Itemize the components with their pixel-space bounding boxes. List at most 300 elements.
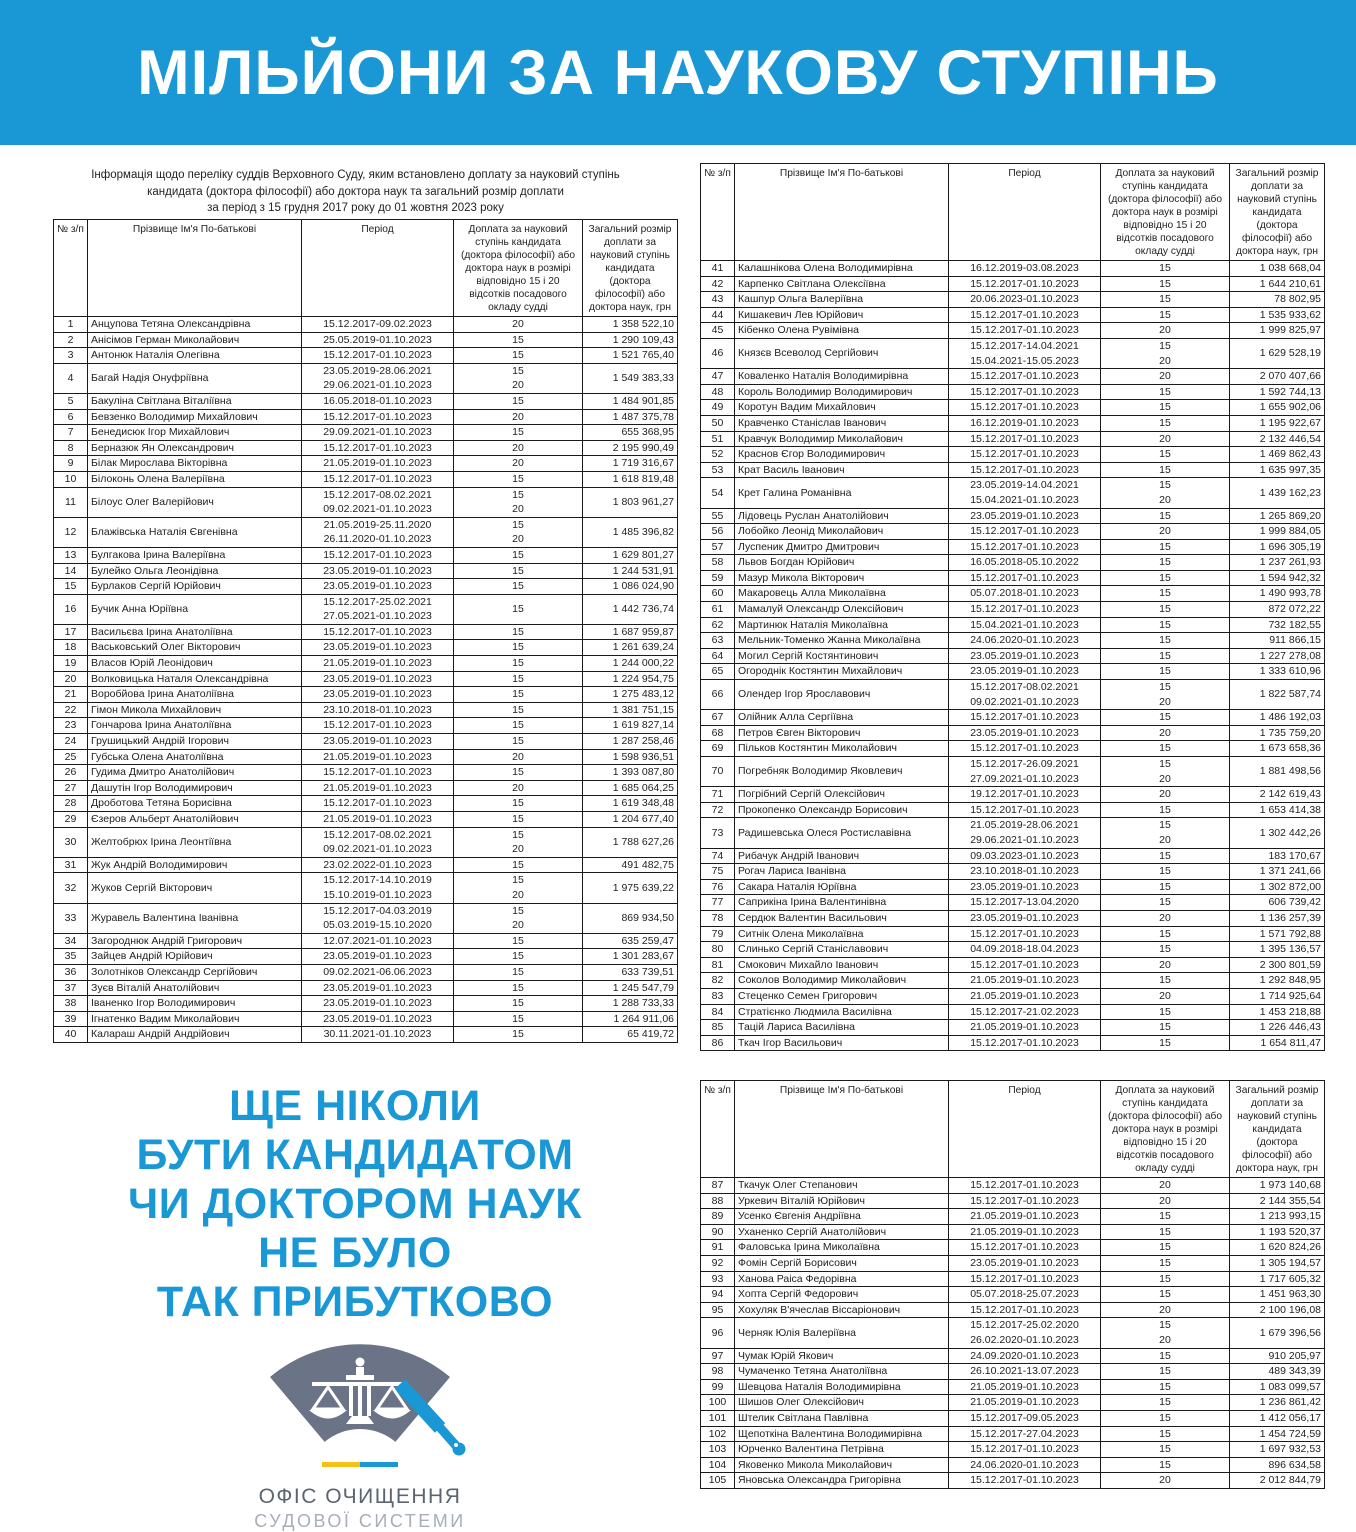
cell-total: 1 735 759,20 bbox=[1230, 725, 1325, 741]
cell-rate: 15 bbox=[1101, 602, 1230, 618]
cell-total: 606 739,42 bbox=[1230, 895, 1325, 911]
cell-number: 62 bbox=[701, 617, 735, 633]
cell-total: 1 288 733,33 bbox=[583, 996, 678, 1012]
intro-line: Інформація щодо переліку суддів Верховного Суду, яким встановлено доплату за науковий ступінь bbox=[91, 169, 620, 181]
cell-period: 12.07.2021-01.10.2023 bbox=[302, 933, 454, 949]
cell-period: 15.12.2017-08.02.2021 09.02.2021-01.10.2023 bbox=[302, 827, 454, 857]
table-row bbox=[701, 633, 1325, 649]
cell-number: 59 bbox=[701, 570, 735, 586]
cell-number: 44 bbox=[701, 307, 735, 323]
cell-number: 53 bbox=[701, 462, 735, 478]
cell-rate: 15 bbox=[454, 579, 583, 595]
table-row bbox=[701, 1348, 1325, 1364]
table-row bbox=[701, 400, 1325, 416]
cell-number: 21 bbox=[54, 687, 88, 703]
cell-number: 38 bbox=[54, 996, 88, 1012]
cell-rate: 15 20 bbox=[454, 903, 583, 933]
cell-total: 1 224 954,75 bbox=[583, 671, 678, 687]
cell-rate: 15 bbox=[454, 547, 583, 563]
cell-name: Коваленко Наталія Володимирівна bbox=[735, 369, 949, 385]
cell-total: 1 685 064,25 bbox=[583, 780, 678, 796]
cell-name: Уркевич Віталій Юрійович bbox=[735, 1193, 949, 1209]
cell-name: Золотніков Олександр Сергійович bbox=[88, 964, 302, 980]
table-row bbox=[701, 524, 1325, 540]
cell-total: 1 629 528,19 bbox=[1230, 338, 1325, 368]
cell-number: 73 bbox=[701, 818, 735, 848]
cell-name: Гімон Микола Михайлович bbox=[88, 702, 302, 718]
cell-name: Іваненко Ігор Володимирович bbox=[88, 996, 302, 1012]
table-row bbox=[701, 1255, 1325, 1271]
cell-period: 23.05.2019-01.10.2023 bbox=[302, 563, 454, 579]
cell-name: Власов Юрій Леонідович bbox=[88, 656, 302, 672]
cell-name: Булейко Ольга Леонідівна bbox=[88, 563, 302, 579]
table-row bbox=[701, 802, 1325, 818]
cell-rate: 15 bbox=[454, 425, 583, 441]
cell-number: 89 bbox=[701, 1209, 735, 1225]
slogan-line: НЕ БУЛО bbox=[258, 1229, 452, 1278]
cell-rate: 15 bbox=[1101, 539, 1230, 555]
page-title: МІЛЬЙОНИ ЗА НАУКОВУ СТУПІНЬ bbox=[137, 37, 1219, 108]
table-row bbox=[54, 857, 678, 873]
cell-number: 79 bbox=[701, 926, 735, 942]
cell-period: 04.09.2018-18.04.2023 bbox=[949, 942, 1101, 958]
cell-number: 58 bbox=[701, 555, 735, 571]
cell-total: 1 571 792,88 bbox=[1230, 926, 1325, 942]
cell-total: 869 934,50 bbox=[583, 903, 678, 933]
cell-rate: 20 bbox=[1101, 369, 1230, 385]
table-row bbox=[54, 409, 678, 425]
cell-name: Хопта Сергій Федорович bbox=[735, 1287, 949, 1303]
cell-name: Дроботова Тетяна Борисівна bbox=[88, 796, 302, 812]
cell-number: 78 bbox=[701, 910, 735, 926]
cell-period: 15.12.2017-01.10.2023 bbox=[949, 1035, 1101, 1051]
table-row bbox=[701, 307, 1325, 323]
cell-rate: 20 bbox=[454, 317, 583, 333]
cell-rate: 15 bbox=[454, 348, 583, 364]
cell-rate: 15 bbox=[1101, 261, 1230, 277]
cell-number: 99 bbox=[701, 1379, 735, 1395]
cell-period: 15.12.2017-01.10.2023 bbox=[302, 624, 454, 640]
table-row bbox=[701, 478, 1325, 508]
cell-total: 872 072,22 bbox=[1230, 602, 1325, 618]
cell-name: Фаловська Ірина Миколаївна bbox=[735, 1240, 949, 1256]
cell-rate: 20 bbox=[1101, 1178, 1230, 1194]
cell-total: 1 038 668,04 bbox=[1230, 261, 1325, 277]
cell-period: 23.05.2019-01.10.2023 bbox=[949, 1255, 1101, 1271]
cell-number: 43 bbox=[701, 292, 735, 308]
cell-total: 489 343,39 bbox=[1230, 1364, 1325, 1380]
table-row bbox=[701, 926, 1325, 942]
cell-period: 16.12.2019-03.08.2023 bbox=[949, 261, 1101, 277]
table-row bbox=[54, 903, 678, 933]
cell-name: Жуков Сергій Вікторович bbox=[88, 873, 302, 903]
cell-rate: 15 bbox=[1101, 1004, 1230, 1020]
cell-number: 60 bbox=[701, 586, 735, 602]
cell-number: 2 bbox=[54, 332, 88, 348]
cell-total: 1 395 136,57 bbox=[1230, 942, 1325, 958]
table-row bbox=[701, 1209, 1325, 1225]
table-row bbox=[54, 933, 678, 949]
table-header-row bbox=[54, 220, 678, 317]
cell-period: 16.05.2018-05.10.2022 bbox=[949, 555, 1101, 571]
cell-period: 15.12.2017-25.02.2021 27.05.2021-01.10.2023 bbox=[302, 594, 454, 624]
cell-number: 72 bbox=[701, 802, 735, 818]
table-row bbox=[54, 749, 678, 765]
cell-name: Ігнатенко Вадим Миколайович bbox=[88, 1011, 302, 1027]
cell-number: 52 bbox=[701, 447, 735, 463]
cell-rate: 15 bbox=[1101, 1410, 1230, 1426]
table-row bbox=[54, 471, 678, 487]
cell-period: 15.12.2017-01.10.2023 bbox=[949, 1473, 1101, 1489]
cell-period: 15.12.2017-01.10.2023 bbox=[949, 462, 1101, 478]
cell-period: 21.05.2019-01.10.2023 bbox=[949, 973, 1101, 989]
cell-rate: 20 bbox=[1101, 988, 1230, 1004]
cell-name: Шевцова Наталія Володимирівна bbox=[735, 1379, 949, 1395]
cell-number: 31 bbox=[54, 857, 88, 873]
cell-period: 23.05.2019-14.04.2021 15.04.2021-01.10.2023 bbox=[949, 478, 1101, 508]
cell-rate: 20 bbox=[1101, 787, 1230, 803]
cell-number: 23 bbox=[54, 718, 88, 734]
cell-total: 1 635 997,35 bbox=[1230, 462, 1325, 478]
cell-rate: 15 bbox=[454, 332, 583, 348]
cell-rate: 15 bbox=[1101, 1020, 1230, 1036]
cell-rate: 15 bbox=[454, 1011, 583, 1027]
cell-number: 26 bbox=[54, 765, 88, 781]
cell-rate: 20 bbox=[1101, 431, 1230, 447]
cell-total: 1 302 442,26 bbox=[1230, 818, 1325, 848]
table-row bbox=[701, 787, 1325, 803]
cell-name: Желтобрюх Ірина Леонтіївна bbox=[88, 827, 302, 857]
cell-period: 21.05.2019-25.11.2020 26.11.2020-01.10.2023 bbox=[302, 517, 454, 547]
cell-period: 09.03.2023-01.10.2023 bbox=[949, 848, 1101, 864]
cell-rate: 15 bbox=[1101, 895, 1230, 911]
cell-name: Жук Андрій Володимирович bbox=[88, 857, 302, 873]
cell-rate: 15 bbox=[1101, 276, 1230, 292]
table-row bbox=[54, 765, 678, 781]
cell-period: 23.05.2019-01.10.2023 bbox=[302, 1011, 454, 1027]
cell-period: 15.12.2017-21.02.2023 bbox=[949, 1004, 1101, 1020]
table-row bbox=[701, 910, 1325, 926]
cell-rate: 15 bbox=[454, 563, 583, 579]
cell-name: Рогач Лариса Іванівна bbox=[735, 864, 949, 880]
table-row bbox=[701, 1442, 1325, 1458]
table-row bbox=[701, 369, 1325, 385]
cell-rate: 15 bbox=[1101, 1240, 1230, 1256]
cell-total: 1 975 639,22 bbox=[583, 873, 678, 903]
cell-rate: 15 bbox=[1101, 1271, 1230, 1287]
header-total: Загальний розмір доплати за науковий ступінь кандидата (доктора філософії) або доктора наук, грн bbox=[1230, 164, 1325, 261]
cell-total: 1 653 414,38 bbox=[1230, 802, 1325, 818]
cell-number: 36 bbox=[54, 964, 88, 980]
cell-total: 1 442 736,74 bbox=[583, 594, 678, 624]
table-row bbox=[701, 864, 1325, 880]
cell-period: 15.12.2017-01.10.2023 bbox=[949, 926, 1101, 942]
cell-number: 46 bbox=[701, 338, 735, 368]
cell-period: 21.05.2019-01.10.2023 bbox=[302, 456, 454, 472]
cell-period: 15.12.2017-01.10.2023 bbox=[949, 1302, 1101, 1318]
cell-name: Грушицький Андрій Ігорович bbox=[88, 734, 302, 750]
table-row bbox=[701, 462, 1325, 478]
cell-total: 1 679 396,56 bbox=[1230, 1318, 1325, 1348]
intro-line: кандидата (доктора філософії) або доктора наук та загальний розмір доплати bbox=[147, 185, 564, 198]
cell-number: 68 bbox=[701, 725, 735, 741]
table-row bbox=[701, 942, 1325, 958]
cell-total: 1 451 963,30 bbox=[1230, 1287, 1325, 1303]
cell-name: Смокович Михайло Іванович bbox=[735, 957, 949, 973]
cell-period: 15.12.2017-01.10.2023 bbox=[949, 710, 1101, 726]
cell-period: 30.11.2021-01.10.2023 bbox=[302, 1027, 454, 1043]
cell-number: 90 bbox=[701, 1224, 735, 1240]
table-row bbox=[701, 1004, 1325, 1020]
cell-total: 1 244 000,22 bbox=[583, 656, 678, 672]
table-row bbox=[54, 487, 678, 517]
table-row bbox=[54, 363, 678, 393]
table-row bbox=[54, 827, 678, 857]
cell-period: 15.12.2017-01.10.2023 bbox=[949, 570, 1101, 586]
cell-rate: 15 bbox=[454, 949, 583, 965]
cell-total: 1 696 305,19 bbox=[1230, 539, 1325, 555]
cell-name: Воробйова Ірина Анатоліївна bbox=[88, 687, 302, 703]
cell-period: 21.05.2019-01.10.2023 bbox=[302, 812, 454, 828]
judges-table-1 bbox=[53, 219, 678, 1043]
cell-number: 18 bbox=[54, 640, 88, 656]
cell-total: 1 301 283,67 bbox=[583, 949, 678, 965]
table-row bbox=[54, 317, 678, 333]
cell-period: 15.12.2017-01.10.2023 bbox=[949, 1240, 1101, 1256]
cell-rate: 15 bbox=[1101, 1209, 1230, 1225]
cell-total: 1 454 724,59 bbox=[1230, 1426, 1325, 1442]
header-rate: Доплата за науковий ступінь кандидата (доктора філософії) або доктора наук в розмірі відповідно 15 і 20 відсотків посадового окладу судді bbox=[1101, 164, 1230, 261]
cell-total: 635 259,47 bbox=[583, 933, 678, 949]
cell-number: 102 bbox=[701, 1426, 735, 1442]
table-row bbox=[701, 1271, 1325, 1287]
cell-total: 1 490 993,78 bbox=[1230, 586, 1325, 602]
cell-total: 1 486 192,03 bbox=[1230, 710, 1325, 726]
table-row bbox=[54, 425, 678, 441]
cell-total: 1 265 869,20 bbox=[1230, 508, 1325, 524]
cell-number: 7 bbox=[54, 425, 88, 441]
cell-number: 39 bbox=[54, 1011, 88, 1027]
cell-period: 25.05.2019-01.10.2023 bbox=[302, 332, 454, 348]
cell-total: 911 866,15 bbox=[1230, 633, 1325, 649]
cell-total: 491 482,75 bbox=[583, 857, 678, 873]
cell-total: 1 487 375,78 bbox=[583, 409, 678, 425]
cell-number: 63 bbox=[701, 633, 735, 649]
cell-period: 15.12.2017-01.10.2023 bbox=[949, 323, 1101, 339]
cell-rate: 15 bbox=[1101, 741, 1230, 757]
cell-period: 21.05.2019-01.10.2023 bbox=[949, 988, 1101, 1004]
cell-number: 85 bbox=[701, 1020, 735, 1036]
cell-name: Стратієнко Людмила Василівна bbox=[735, 1004, 949, 1020]
cell-rate: 15 bbox=[1101, 879, 1230, 895]
cell-total: 1 237 261,93 bbox=[1230, 555, 1325, 571]
cell-period: 15.12.2017-01.10.2023 bbox=[949, 1442, 1101, 1458]
cell-number: 101 bbox=[701, 1410, 735, 1426]
cell-total: 1 644 210,61 bbox=[1230, 276, 1325, 292]
cell-period: 15.12.2017-01.10.2023 bbox=[949, 524, 1101, 540]
cell-number: 14 bbox=[54, 563, 88, 579]
cell-rate: 15 20 bbox=[454, 487, 583, 517]
cell-total: 1 697 932,53 bbox=[1230, 1442, 1325, 1458]
cell-period: 23.05.2019-01.10.2023 bbox=[949, 879, 1101, 895]
cell-total: 1 687 959,87 bbox=[583, 624, 678, 640]
header-total: Загальний розмір доплати за науковий ступінь кандидата (доктора філософії) або доктора наук, грн bbox=[583, 220, 678, 317]
table-row bbox=[701, 1379, 1325, 1395]
cell-total: 1 083 099,57 bbox=[1230, 1379, 1325, 1395]
cell-number: 17 bbox=[54, 624, 88, 640]
cell-total: 1 287 258,46 bbox=[583, 734, 678, 750]
cell-rate: 15 bbox=[1101, 633, 1230, 649]
cell-rate: 15 bbox=[1101, 942, 1230, 958]
cell-total: 65 419,72 bbox=[583, 1027, 678, 1043]
cell-total: 1 469 862,43 bbox=[1230, 447, 1325, 463]
cell-rate: 15 bbox=[1101, 307, 1230, 323]
scales-wiper-icon bbox=[250, 1334, 470, 1474]
cell-name: Хохуляк В'ячеслав Віссаріонович bbox=[735, 1302, 949, 1318]
table-row bbox=[701, 1224, 1325, 1240]
header-name: Прізвище Ім'я По-батькові bbox=[735, 1081, 949, 1178]
cell-number: 35 bbox=[54, 949, 88, 965]
cell-total: 1 620 824,26 bbox=[1230, 1240, 1325, 1256]
cell-name: Усенко Євгенія Андріївна bbox=[735, 1209, 949, 1225]
cell-period: 23.05.2019-01.10.2023 bbox=[302, 579, 454, 595]
cell-rate: 20 bbox=[454, 456, 583, 472]
table-row bbox=[54, 640, 678, 656]
cell-rate: 15 bbox=[1101, 1364, 1230, 1380]
cell-period: 21.05.2019-01.10.2023 bbox=[302, 749, 454, 765]
cell-number: 100 bbox=[701, 1395, 735, 1411]
cell-total: 2 012 844,79 bbox=[1230, 1473, 1325, 1489]
cell-number: 93 bbox=[701, 1271, 735, 1287]
cell-name: Волковицька Наталя Олександрівна bbox=[88, 671, 302, 687]
cell-period: 15.12.2017-01.10.2023 bbox=[949, 802, 1101, 818]
cell-name: Бакуліна Світлана Віталіївна bbox=[88, 393, 302, 409]
cell-number: 55 bbox=[701, 508, 735, 524]
cell-rate: 15 bbox=[454, 594, 583, 624]
cell-rate: 15 bbox=[454, 624, 583, 640]
cell-period: 24.06.2020-01.10.2023 bbox=[949, 1457, 1101, 1473]
cell-name: Коротун Вадим Михайлович bbox=[735, 400, 949, 416]
table-row bbox=[54, 656, 678, 672]
header-name: Прізвище Ім'я По-батькові bbox=[735, 164, 949, 261]
header-number: № з/п bbox=[701, 1081, 735, 1178]
cell-total: 1 290 109,43 bbox=[583, 332, 678, 348]
cell-total: 1 618 819,48 bbox=[583, 471, 678, 487]
cell-name: Журавель Валентина Іванівна bbox=[88, 903, 302, 933]
cell-number: 71 bbox=[701, 787, 735, 803]
cell-total: 1 213 993,15 bbox=[1230, 1209, 1325, 1225]
cell-number: 104 bbox=[701, 1457, 735, 1473]
cell-number: 9 bbox=[54, 456, 88, 472]
cell-total: 1 275 483,12 bbox=[583, 687, 678, 703]
table-row bbox=[701, 447, 1325, 463]
table-row bbox=[701, 617, 1325, 633]
cell-name: Васильєва Ірина Анатоліївна bbox=[88, 624, 302, 640]
cell-number: 105 bbox=[701, 1473, 735, 1489]
cell-total: 1 594 942,32 bbox=[1230, 570, 1325, 586]
cell-name: Петров Євген Вікторович bbox=[735, 725, 949, 741]
cell-rate: 15 bbox=[1101, 292, 1230, 308]
table-row bbox=[54, 812, 678, 828]
cell-rate: 15 bbox=[1101, 926, 1230, 942]
table-row bbox=[54, 517, 678, 547]
cell-total: 1 619 348,48 bbox=[583, 796, 678, 812]
judges-table-3 bbox=[700, 1080, 1325, 1489]
cell-number: 82 bbox=[701, 973, 735, 989]
header-period: Період bbox=[949, 164, 1101, 261]
table-row bbox=[54, 332, 678, 348]
cell-period: 05.07.2018-25.07.2023 bbox=[949, 1287, 1101, 1303]
cell-period: 15.12.2017-09.02.2023 bbox=[302, 317, 454, 333]
cell-rate: 15 bbox=[454, 718, 583, 734]
cell-name: Фомін Сергій Борисович bbox=[735, 1255, 949, 1271]
cell-name: Пільков Костянтин Миколайович bbox=[735, 741, 949, 757]
cell-name: Білак Мирослава Вікторівна bbox=[88, 456, 302, 472]
table-row bbox=[701, 1193, 1325, 1209]
cell-rate: 20 bbox=[1101, 524, 1230, 540]
cell-rate: 15 20 bbox=[1101, 478, 1230, 508]
cell-rate: 15 bbox=[1101, 555, 1230, 571]
cell-period: 15.12.2017-08.02.2021 09.02.2021-01.10.2023 bbox=[302, 487, 454, 517]
cell-total: 1 973 140,68 bbox=[1230, 1178, 1325, 1194]
table-row bbox=[701, 648, 1325, 664]
cell-period: 15.12.2017-01.10.2023 bbox=[949, 1178, 1101, 1194]
title-banner bbox=[0, 0, 1356, 145]
table-row bbox=[701, 539, 1325, 555]
cell-total: 1 673 658,36 bbox=[1230, 741, 1325, 757]
cell-rate: 20 bbox=[1101, 1473, 1230, 1489]
cell-name: Калашнікова Олена Володимирівна bbox=[735, 261, 949, 277]
cell-period: 16.05.2018-01.10.2023 bbox=[302, 393, 454, 409]
cell-name: Калараш Андрій Андрійович bbox=[88, 1027, 302, 1043]
cell-number: 86 bbox=[701, 1035, 735, 1051]
cell-total: 1 226 446,43 bbox=[1230, 1020, 1325, 1036]
cell-name: Луспеник Дмитро Дмитрович bbox=[735, 539, 949, 555]
cell-rate: 15 bbox=[1101, 462, 1230, 478]
cell-name: Загороднюк Андрій Григорович bbox=[88, 933, 302, 949]
cell-rate: 15 bbox=[454, 1027, 583, 1043]
cell-number: 94 bbox=[701, 1287, 735, 1303]
cell-rate: 15 20 bbox=[1101, 680, 1230, 710]
cell-total: 1 629 801,27 bbox=[583, 547, 678, 563]
cell-total: 1 714 925,64 bbox=[1230, 988, 1325, 1004]
cell-number: 48 bbox=[701, 384, 735, 400]
table-row bbox=[701, 725, 1325, 741]
cell-rate: 15 bbox=[1101, 447, 1230, 463]
cell-name: Дашутін Ігор Володимирович bbox=[88, 780, 302, 796]
cell-number: 61 bbox=[701, 602, 735, 618]
cell-name: Тацій Лариса Василівна bbox=[735, 1020, 949, 1036]
cell-rate: 15 bbox=[1101, 384, 1230, 400]
cell-rate: 20 bbox=[454, 749, 583, 765]
cell-number: 76 bbox=[701, 879, 735, 895]
cell-name: Сакара Наталія Юріївна bbox=[735, 879, 949, 895]
cell-total: 1 619 827,14 bbox=[583, 718, 678, 734]
cell-number: 22 bbox=[54, 702, 88, 718]
cell-rate: 15 bbox=[454, 702, 583, 718]
cell-total: 1 719 316,67 bbox=[583, 456, 678, 472]
table-header-row bbox=[701, 1081, 1325, 1178]
cell-name: Краснов Єгор Володимирович bbox=[735, 447, 949, 463]
cell-name: Чумак Юрій Якович bbox=[735, 1348, 949, 1364]
cell-name: Щепоткіна Валентина Володимирівна bbox=[735, 1426, 949, 1442]
cell-total: 2 195 990,49 bbox=[583, 440, 678, 456]
cell-total: 633 739,51 bbox=[583, 964, 678, 980]
cell-name: Мельник-Томенко Жанна Миколаївна bbox=[735, 633, 949, 649]
logo-text-line1: ОФІС ОЧИЩЕННЯ bbox=[258, 1485, 462, 1508]
table-row bbox=[54, 734, 678, 750]
cell-period: 15.12.2017-01.10.2023 bbox=[302, 409, 454, 425]
